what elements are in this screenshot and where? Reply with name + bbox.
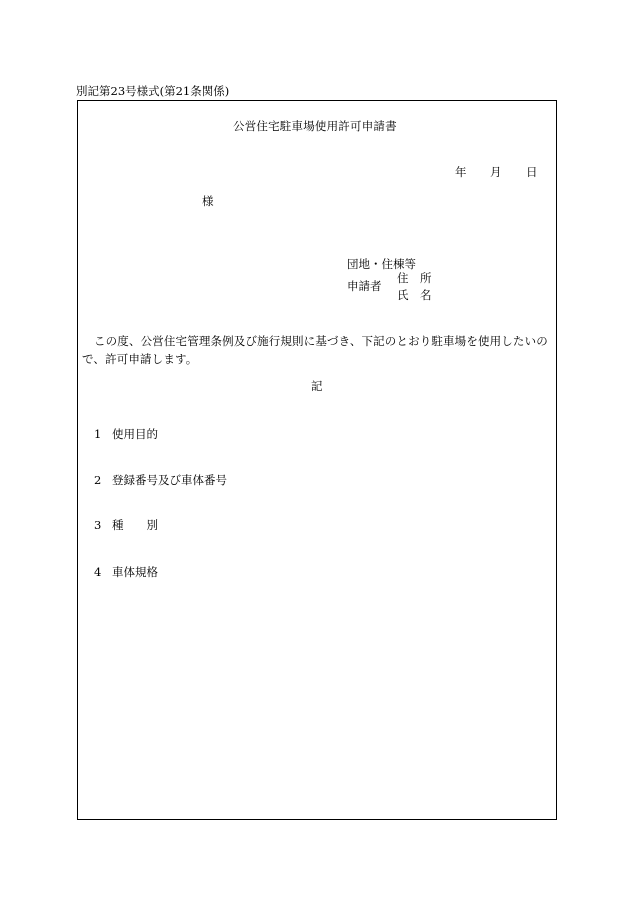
date-day-label: 日 [526, 165, 538, 179]
form-frame [77, 100, 557, 820]
item-vehicle-spec [94, 564, 158, 580]
applicant-label: 申請者 [347, 279, 382, 293]
date-month-label: 月 [490, 165, 502, 179]
date-year-label: 年 [455, 165, 467, 179]
item-type [94, 517, 158, 533]
item-label: 登録番号及び車体番号 [112, 473, 227, 487]
item-label: 車体規格 [112, 565, 158, 579]
name-label: 氏 名 [397, 288, 432, 302]
item-registration-number [94, 472, 227, 488]
ki-heading: 記 [311, 379, 323, 393]
application-body-text: この度、公営住宅管理条例及び施行規則に基づき、下記のとおり駐車場を使用したいので、許可申請します。 [82, 334, 548, 366]
item-usage-purpose [94, 426, 158, 442]
addressee-suffix: 様 [202, 194, 214, 208]
address-label: 住 所 [397, 271, 432, 285]
form-number: 別記第23号様式(第21条関係) [76, 84, 230, 98]
page-title: 公営住宅駐車場使用許可申請書 [233, 119, 397, 133]
item-label: 使用目的 [112, 427, 158, 441]
item-label: 種 別 [112, 518, 158, 532]
complex-label: 団地・住棟等 [347, 257, 416, 271]
item-number: 2 [94, 473, 102, 487]
item-number: 3 [94, 518, 102, 532]
item-number: 4 [94, 565, 102, 579]
item-number: 1 [94, 427, 102, 441]
